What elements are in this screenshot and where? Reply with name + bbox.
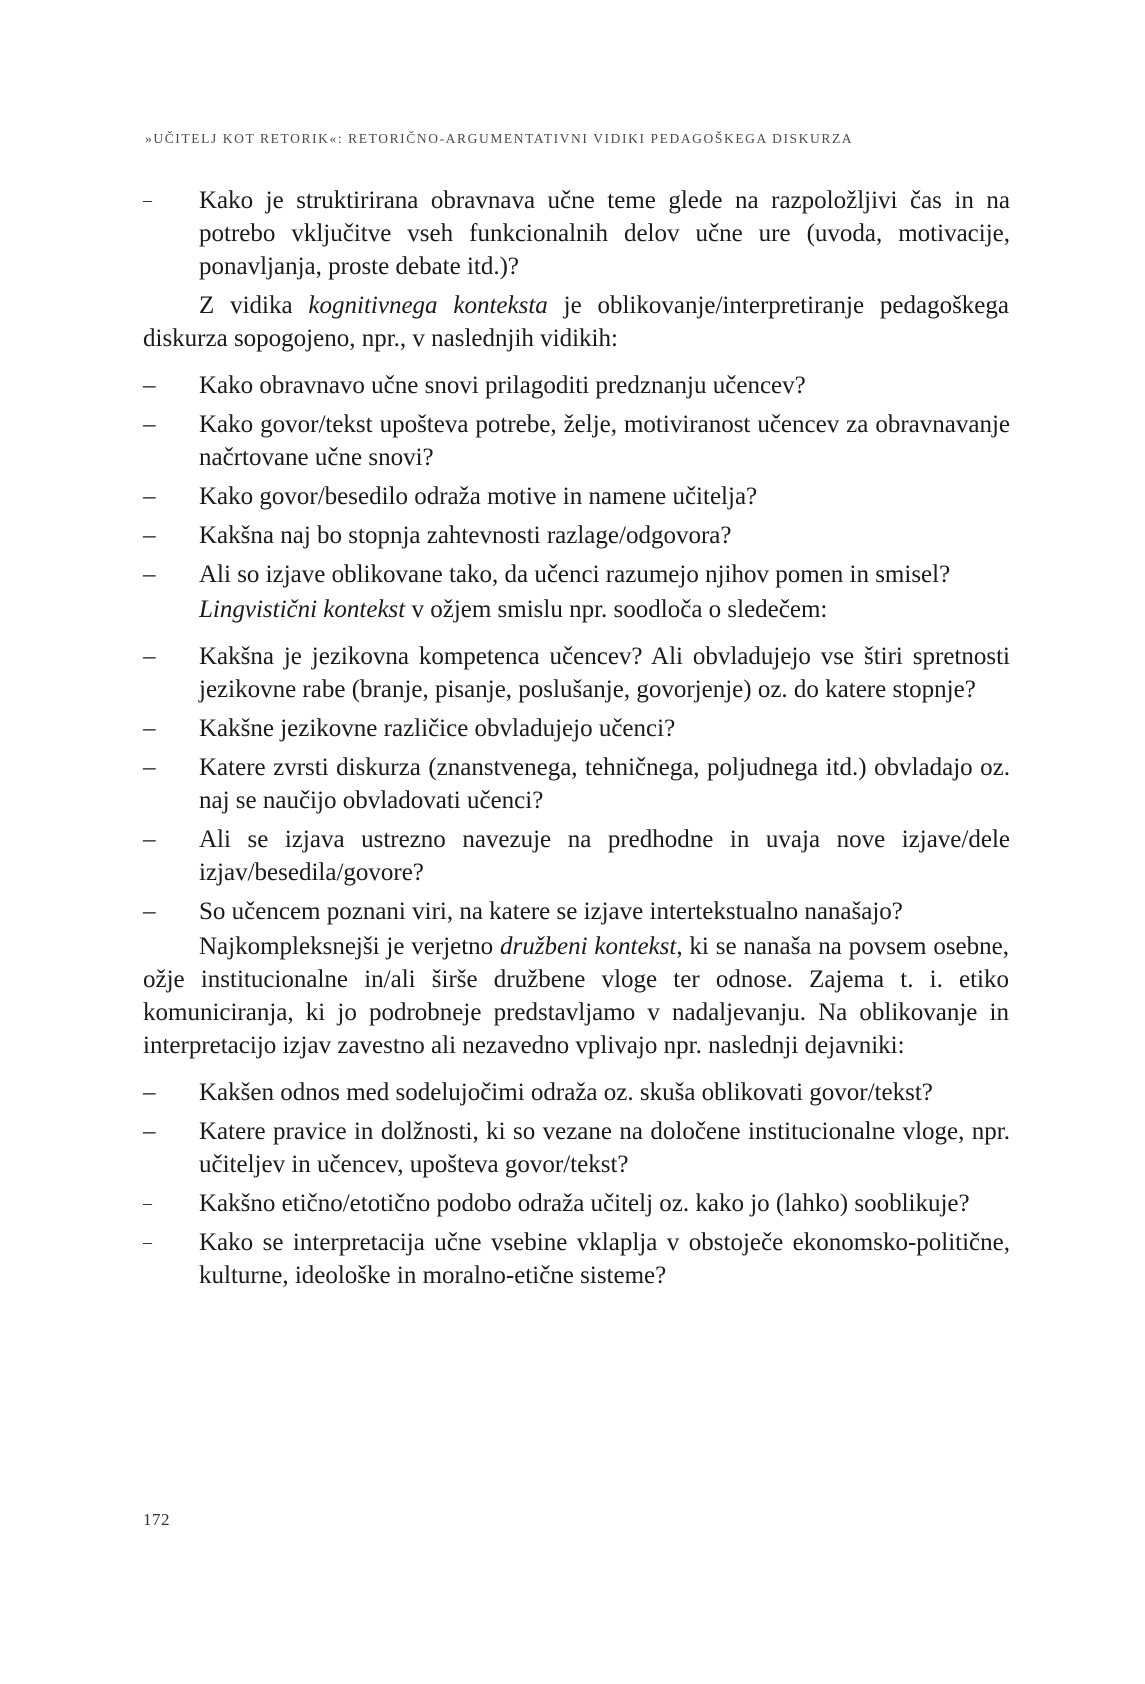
page-body (143, 184, 1009, 1298)
list-item (143, 408, 1010, 474)
list-item-text: Kako je struktirirana obravnava učne teme glede na razpoložljivi čas in na potrebo vključitve vseh funkcionalnih delov učne ure (uvoda, motivacije, ponavljanja, proste debate itd.)? (199, 187, 1010, 280)
list-item-text: Kakšno etično/etotično podobo odraža učitelj oz. kako jo (lahko) sooblikuje? (199, 1190, 970, 1217)
list-item (143, 751, 1010, 817)
dash-bullet-icon: – (143, 483, 156, 510)
list-social-context (143, 1076, 1009, 1292)
list-item-text: Kakšne jezikovne različice obvladujejo učenci? (199, 715, 676, 742)
list-cognitive-context (143, 369, 1009, 591)
dash-bullet-icon: – (143, 372, 156, 399)
dash-bullet-icon: – (143, 1193, 152, 1213)
dash-bullet-icon: – (143, 1079, 156, 1106)
dash-bullet-icon: – (143, 754, 156, 781)
dash-bullet-icon: – (143, 643, 156, 670)
dash-bullet-icon: – (143, 190, 152, 210)
list-item (143, 184, 1010, 283)
list-item (143, 712, 1010, 745)
list-item-text: Kako govor/besedilo odraža motive in namene učitelja? (199, 483, 758, 510)
running-header: »UČITELJ KOT RETORIK«: RETORIČNO-ARGUMENTATIVNI VIDIKI PEDAGOŠKEGA DISKURZA (145, 131, 854, 146)
list-item-text: Kakšen odnos med sodelujočimi odraža oz. skuša oblikovati govor/tekst? (199, 1079, 933, 1106)
list-item (143, 1076, 1010, 1109)
list-item-text: Katere zvrsti diskurza (znanstvenega, tehničnega, poljudnega itd.) obvladajo oz. naj se naučijo obvladovati učenci? (199, 754, 1010, 814)
list-item-text: Kako govor/tekst upošteva potrebe, želje, motiviranost učencev za obravnavanje načrtovane učne snovi? (199, 411, 1010, 471)
dash-bullet-icon: – (143, 411, 156, 438)
list-item-text: Kakšna naj bo stopnja zahtevnosti razlage/odgovora? (199, 522, 732, 549)
list-item (143, 1115, 1010, 1181)
paragraph-linguistic-context: Lingvistični kontekst v ožjem smislu npr. soodloča o sledečem: (199, 596, 828, 623)
list-linguistic-context (143, 640, 1009, 928)
list-item-text: Kako obravnavo učne snovi prilagoditi predznanju učencev? (199, 372, 806, 399)
list-item (143, 519, 1010, 552)
list-item (143, 1226, 1010, 1292)
list-lesson-structure (143, 184, 1009, 283)
list-item-text: Kako se interpretacija učne vsebine vklaplja v obstoječe ekonomsko-politične, kulturne, ideološke in moralno-etične sisteme? (199, 1229, 1010, 1289)
page-number: 172 (143, 1510, 170, 1529)
list-item (143, 640, 1010, 706)
dash-bullet-icon: – (143, 1232, 152, 1252)
dash-bullet-icon: – (143, 826, 156, 853)
list-item (143, 1187, 1010, 1220)
list-item (143, 369, 1010, 402)
paragraph-cognitive-context: Z vidika kognitivnega konteksta je oblikovanje/interpretiranje pedagoškega diskurza sopogojeno, npr., v naslednjih vidikih: (143, 292, 1009, 352)
list-item (143, 895, 1010, 928)
list-item-text: So učencem poznani viri, na katere se izjave intertekstualno nanašajo? (199, 898, 903, 925)
dash-bullet-icon: – (143, 1118, 156, 1145)
list-item-text: Kakšna je jezikovna kompetenca učencev? Ali obvladujejo vse štiri spretnosti jezikovne rabe (branje, pisanje, poslušanje, govorjenje) oz. do katere stopnje? (199, 643, 1010, 703)
emphasis-term: družbeni kontekst (500, 933, 677, 960)
dash-bullet-icon: – (143, 898, 156, 925)
list-item-text: Ali se izjava ustrezno navezuje na predhodne in uvaja nove izjave/dele izjav/besedila/govore? (199, 826, 1010, 886)
dash-bullet-icon: – (143, 715, 156, 742)
emphasis-term: Lingvistični kontekst (199, 596, 406, 623)
dash-bullet-icon: – (143, 561, 156, 588)
list-item-text: Ali so izjave oblikovane tako, da učenci razumejo njihov pomen in smisel? (199, 561, 951, 588)
list-item-text: Katere pravice in dolžnosti, ki so vezane na določene institucionalne vloge, npr. učiteljev in učencev, upošteva govor/tekst? (199, 1118, 1010, 1178)
dash-bullet-icon: – (143, 522, 156, 549)
paragraph-social-context: Najkompleksnejši je verjetno družbeni kontekst, ki se nanaša na povsem osebne, ožje institucionalne in/ali širše družbene vloge ter odnose. Zajema t. i. etiko komuniciranja, ki jo podrobneje predstavljamo v nadaljevanju. Na oblikovanje in interpretacijo izjav zavestno ali nezavedno vplivajo npr. naslednji dejavniki: (143, 933, 1009, 1059)
list-item (143, 823, 1010, 889)
list-item (143, 558, 1010, 591)
list-item (143, 480, 1010, 513)
emphasis-term: kognitivnega konteksta (308, 292, 548, 319)
